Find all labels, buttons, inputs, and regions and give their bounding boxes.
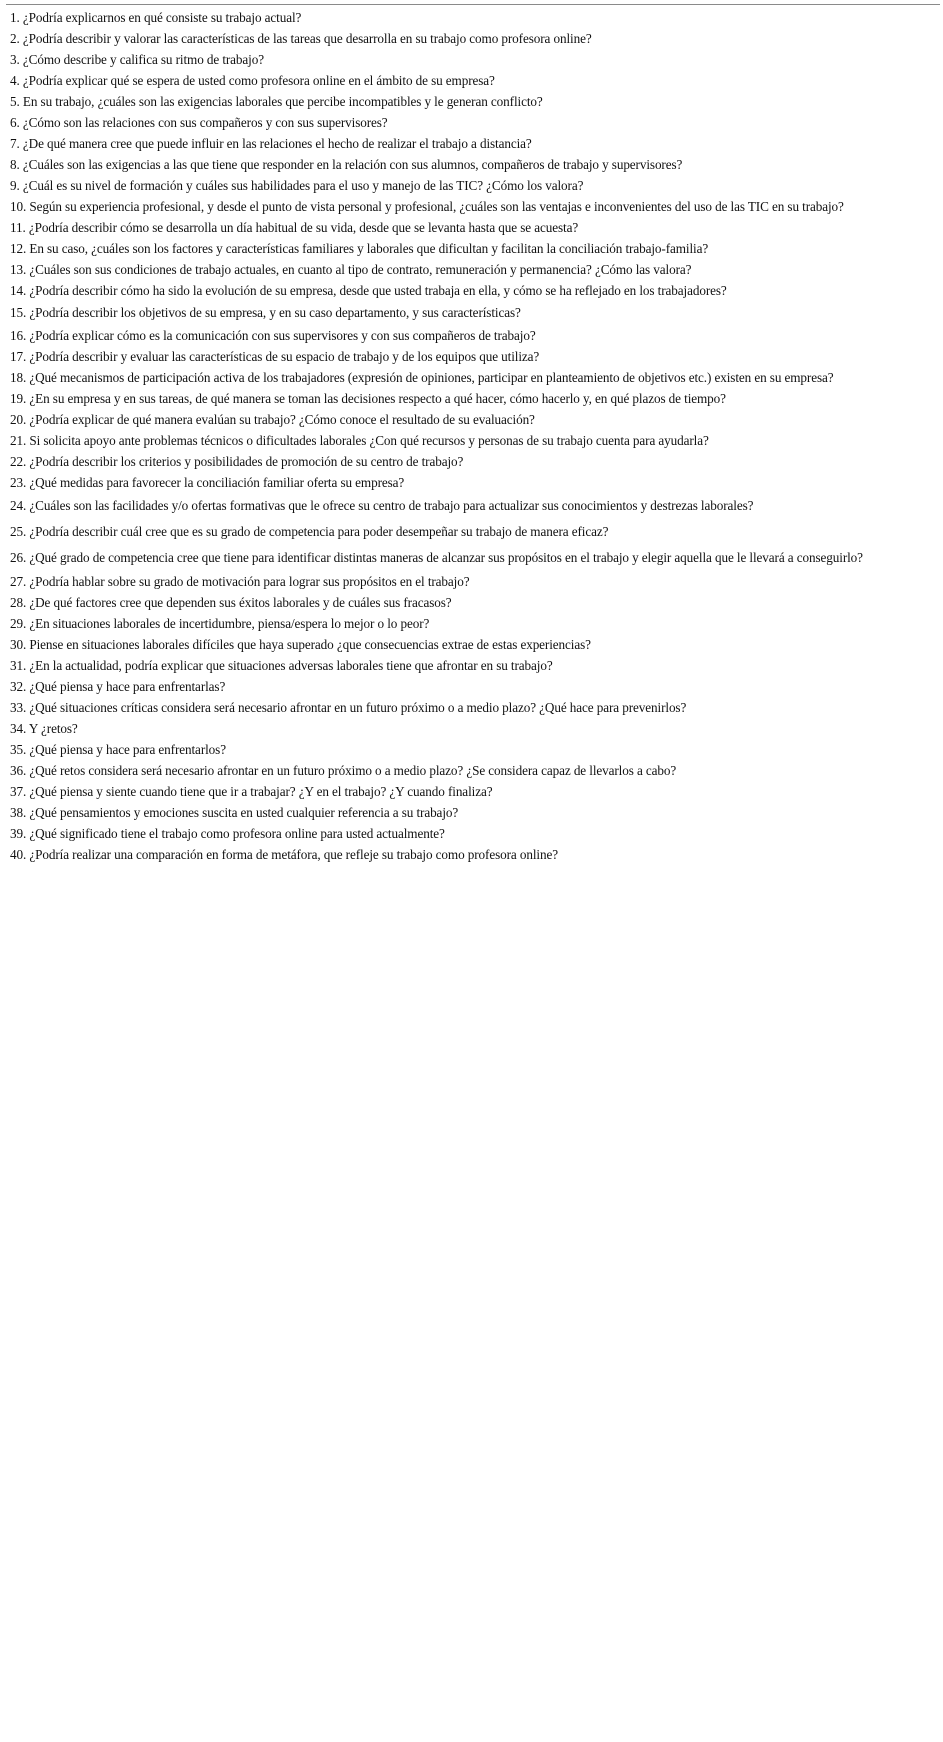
question-item-5: 5. En su trabajo, ¿cuáles son las exigencias laborales que percibe incompatibles y le generan conflicto? [10,94,543,109]
question-item-20: 20. ¿Podría explicar de qué manera evalúan su trabajo? ¿Cómo conoce el resultado de su evaluación? [10,412,535,427]
question-item-12: 12. En su caso, ¿cuáles son los factores y características familiares y laborales que dificultan y facilitan la conciliación trabajo-familia? [10,241,709,256]
question-item-29: 29. ¿En situaciones laborales de incertidumbre, piensa/espera lo mejor o lo peor? [10,616,430,631]
question-item-27: 27. ¿Podría hablar sobre su grado de motivación para lograr sus propósitos en el trabajo? [10,574,470,589]
question-item-11: 11. ¿Podría describir cómo se desarrolla un día habitual de su vida, desde que se levanta hasta que se acuesta? [10,220,579,235]
question-item-32: 32. ¿Qué piensa y hace para enfrentarlas? [10,679,226,694]
question-item-22: 22. ¿Podría describir los criterios y posibilidades de promoción de su centro de trabajo? [10,454,464,469]
question-item-34: 34. Y ¿retos? [10,721,78,736]
question-item-10: 10. Según su experiencia profesional, y desde el punto de vista personal y profesional, ¿cuáles son las ventajas e inconvenientes del uso de las TIC en su trabajo? [10,199,844,214]
question-item-37: 37. ¿Qué piensa y siente cuando tiene que ir a trabajar? ¿Y en el trabajo? ¿Y cuando finaliza? [10,784,493,799]
question-item-1: 1. ¿Podría explicarnos en qué consiste su trabajo actual? [10,10,302,25]
top-divider [6,4,940,5]
question-item-21: 21. Si solicita apoyo ante problemas técnicos o dificultades laborales ¿Con qué recursos y personas de su trabajo cuenta para ayudarla? [10,433,709,448]
question-item-33: 33. ¿Qué situaciones críticas considera será necesario afrontar en un futuro próximo o a medio plazo? ¿Qué hace para prevenirlos? [10,700,687,715]
question-item-9: 9. ¿Cuál es su nivel de formación y cuáles sus habilidades para el uso y manejo de las TIC? ¿Cómo los valora? [10,178,584,193]
question-item-40: 40. ¿Podría realizar una comparación en forma de metáfora, que refleje su trabajo como profesora online? [10,847,558,862]
question-item-35: 35. ¿Qué piensa y hace para enfrentarlos? [10,742,226,757]
question-item-14: 14. ¿Podría describir cómo ha sido la evolución de su empresa, desde que usted trabaja en ella, y cómo se ha reflejado en los trabajadores? [10,283,727,298]
question-item-26: 26. ¿Qué grado de competencia cree que tiene para identificar distintas maneras de alcanzar sus propósitos en el trabajo y elegir aquella que le llevará a conseguirlo? [10,550,863,565]
question-list [10,7,940,865]
question-item-38: 38. ¿Qué pensamientos y emociones suscita en usted cualquier referencia a su trabajo? [10,805,459,820]
question-item-6: 6. ¿Cómo son las relaciones con sus compañeros y con sus supervisores? [10,115,388,130]
question-item-39: 39. ¿Qué significado tiene el trabajo como profesora online para usted actualmente? [10,826,445,841]
question-item-15: 15. ¿Podría describir los objetivos de su empresa, y en su caso departamento, y sus características? [10,305,521,320]
question-item-24: 24. ¿Cuáles son las facilidades y/o ofertas formativas que le ofrece su centro de trabajo para actualizar sus conocimientos y destrezas laborales? [10,498,754,513]
question-item-13: 13. ¿Cuáles son sus condiciones de trabajo actuales, en cuanto al tipo de contrato, remuneración y permanencia? ¿Cómo las valora? [10,262,692,277]
question-item-23: 23. ¿Qué medidas para favorecer la conciliación familiar oferta su empresa? [10,475,405,490]
question-item-8: 8. ¿Cuáles son las exigencias a las que tiene que responder en la relación con sus alumnos, compañeros de trabajo y supervisores? [10,157,683,172]
question-item-31: 31. ¿En la actualidad, podría explicar que situaciones adversas laborales tiene que afrontar en su trabajo? [10,658,553,673]
question-item-7: 7. ¿De qué manera cree que puede influir en las relaciones el hecho de realizar el trabajo a distancia? [10,136,532,151]
question-item-2: 2. ¿Podría describir y valorar las características de las tareas que desarrolla en su trabajo como profesora online? [10,31,592,46]
question-item-30: 30. Piense en situaciones laborales difíciles que haya superado ¿que consecuencias extrae de estas experiencias? [10,637,591,652]
question-item-36: 36. ¿Qué retos considera será necesario afrontar en un futuro próximo o a medio plazo? ¿Se considera capaz de llevarlos a cabo? [10,763,677,778]
question-item-19: 19. ¿En su empresa y en sus tareas, de qué manera se toman las decisiones respecto a qué hacer, cómo hacerlo y, en qué plazos de tiempo? [10,391,726,406]
question-item-28: 28. ¿De qué factores cree que dependen sus éxitos laborales y de cuáles sus fracasos? [10,595,452,610]
question-item-18: 18. ¿Qué mecanismos de participación activa de los trabajadores (expresión de opiniones, participar en planteamiento de objetivos etc.) existen en su empresa? [10,370,834,385]
question-item-3: 3. ¿Cómo describe y califica su ritmo de trabajo? [10,52,264,67]
question-item-25: 25. ¿Podría describir cuál cree que es su grado de competencia para poder desempeñar su trabajo de manera eficaz? [10,524,609,539]
question-item-17: 17. ¿Podría describir y evaluar las características de su espacio de trabajo y de los equipos que utiliza? [10,349,540,364]
question-item-4: 4. ¿Podría explicar qué se espera de usted como profesora online en el ámbito de su empresa? [10,73,495,88]
question-item-16: 16. ¿Podría explicar cómo es la comunicación con sus supervisores y con sus compañeros de trabajo? [10,328,536,343]
